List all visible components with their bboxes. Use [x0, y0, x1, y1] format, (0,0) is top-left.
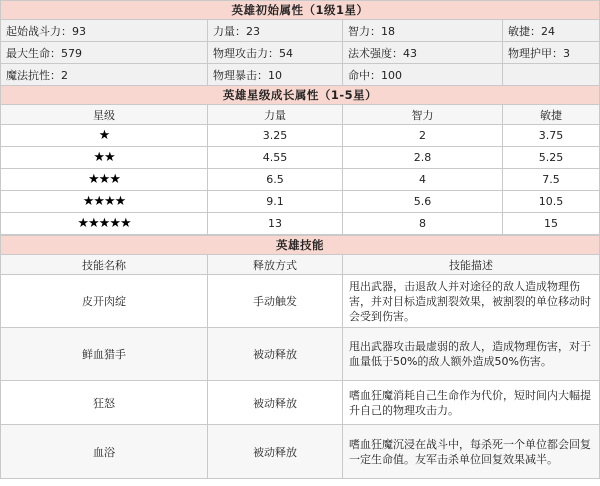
growth-header-agility: 敏捷	[503, 105, 600, 125]
growth-row	[1, 213, 600, 235]
growth-intelligence: 2	[343, 125, 503, 147]
initial-cell: 起始战斗力：93	[1, 20, 208, 42]
growth-section-title: 英雄星级成长属性（1-5星）	[1, 86, 600, 105]
growth-row	[1, 125, 600, 147]
initial-row	[1, 20, 600, 42]
skill-name: 皮开肉绽	[1, 275, 208, 328]
skills-table	[0, 235, 600, 479]
skills-header-mode: 释放方式	[208, 255, 343, 275]
growth-strength: 13	[208, 213, 343, 235]
growth-strength: 3.25	[208, 125, 343, 147]
skill-row	[1, 425, 600, 479]
skill-row	[1, 275, 600, 328]
growth-intelligence: 8	[343, 213, 503, 235]
skill-description: 嗜血狂魔沉浸在战斗中，每杀死一个单位都会回复一定生命值。友军击杀单位回复效果减半。	[343, 425, 600, 479]
growth-agility: 10.5	[503, 191, 600, 213]
initial-section-title: 英雄初始属性（1级1星）	[1, 1, 600, 20]
growth-intelligence: 5.6	[343, 191, 503, 213]
skills-section-title: 英雄技能	[1, 236, 600, 255]
skill-mode: 被动释放	[208, 381, 343, 425]
growth-row	[1, 147, 600, 169]
growth-row	[1, 191, 600, 213]
skill-description: 甩出武器，击退敌人并对途径的敌人造成物理伤害，并对目标造成割裂效果，被割裂的单位移动时会受到伤害。	[343, 275, 600, 328]
star-level-icon: ★★★★★	[1, 213, 208, 235]
initial-cell: 物理护甲：3	[503, 42, 600, 64]
initial-cell: 敏捷：24	[503, 20, 600, 42]
growth-header-stars: 星级	[1, 105, 208, 125]
growth-header-intelligence: 智力	[343, 105, 503, 125]
initial-cell: 法术强度：43	[343, 42, 503, 64]
skill-row	[1, 328, 600, 381]
initial-cell: 魔法抗性：2	[1, 64, 208, 86]
initial-cell: 力量：23	[208, 20, 343, 42]
initial-cell: 命中：100	[343, 64, 503, 86]
skill-mode: 被动释放	[208, 425, 343, 479]
star-level-icon: ★★	[1, 147, 208, 169]
growth-agility: 7.5	[503, 169, 600, 191]
growth-section-header	[1, 86, 600, 105]
skill-name: 鲜血猎手	[1, 328, 208, 381]
skill-description: 甩出武器攻击最虚弱的敌人，造成物理伤害，对于血量低于50%的敌人额外造成50%伤害。	[343, 328, 600, 381]
skill-mode: 被动释放	[208, 328, 343, 381]
initial-row	[1, 64, 600, 86]
growth-intelligence: 2.8	[343, 147, 503, 169]
skills-header-name: 技能名称	[1, 255, 208, 275]
skill-description: 嗜血狂魔消耗自己生命作为代价，短时间内大幅提升自己的物理攻击力。	[343, 381, 600, 425]
star-level-icon: ★★★★	[1, 191, 208, 213]
skill-row	[1, 381, 600, 425]
initial-cell: 物理攻击力：54	[208, 42, 343, 64]
growth-agility: 3.75	[503, 125, 600, 147]
initial-section-header	[1, 1, 600, 20]
growth-strength: 4.55	[208, 147, 343, 169]
initial-cell: 最大生命：579	[1, 42, 208, 64]
skills-header-row	[1, 255, 600, 275]
star-level-icon: ★	[1, 125, 208, 147]
growth-intelligence: 4	[343, 169, 503, 191]
skill-mode: 手动触发	[208, 275, 343, 328]
growth-row	[1, 169, 600, 191]
growth-agility: 5.25	[503, 147, 600, 169]
star-level-icon: ★★★	[1, 169, 208, 191]
initial-cell	[503, 64, 600, 86]
skills-header-desc: 技能描述	[343, 255, 600, 275]
growth-strength: 6.5	[208, 169, 343, 191]
skill-name: 血浴	[1, 425, 208, 479]
initial-row	[1, 42, 600, 64]
initial-cell: 物理暴击：10	[208, 64, 343, 86]
skills-section-header	[1, 236, 600, 255]
skill-name: 狂怒	[1, 381, 208, 425]
growth-strength: 9.1	[208, 191, 343, 213]
growth-header-strength: 力量	[208, 105, 343, 125]
hero-table	[0, 0, 600, 235]
growth-header-row	[1, 105, 600, 125]
growth-agility: 15	[503, 213, 600, 235]
initial-cell: 智力：18	[343, 20, 503, 42]
